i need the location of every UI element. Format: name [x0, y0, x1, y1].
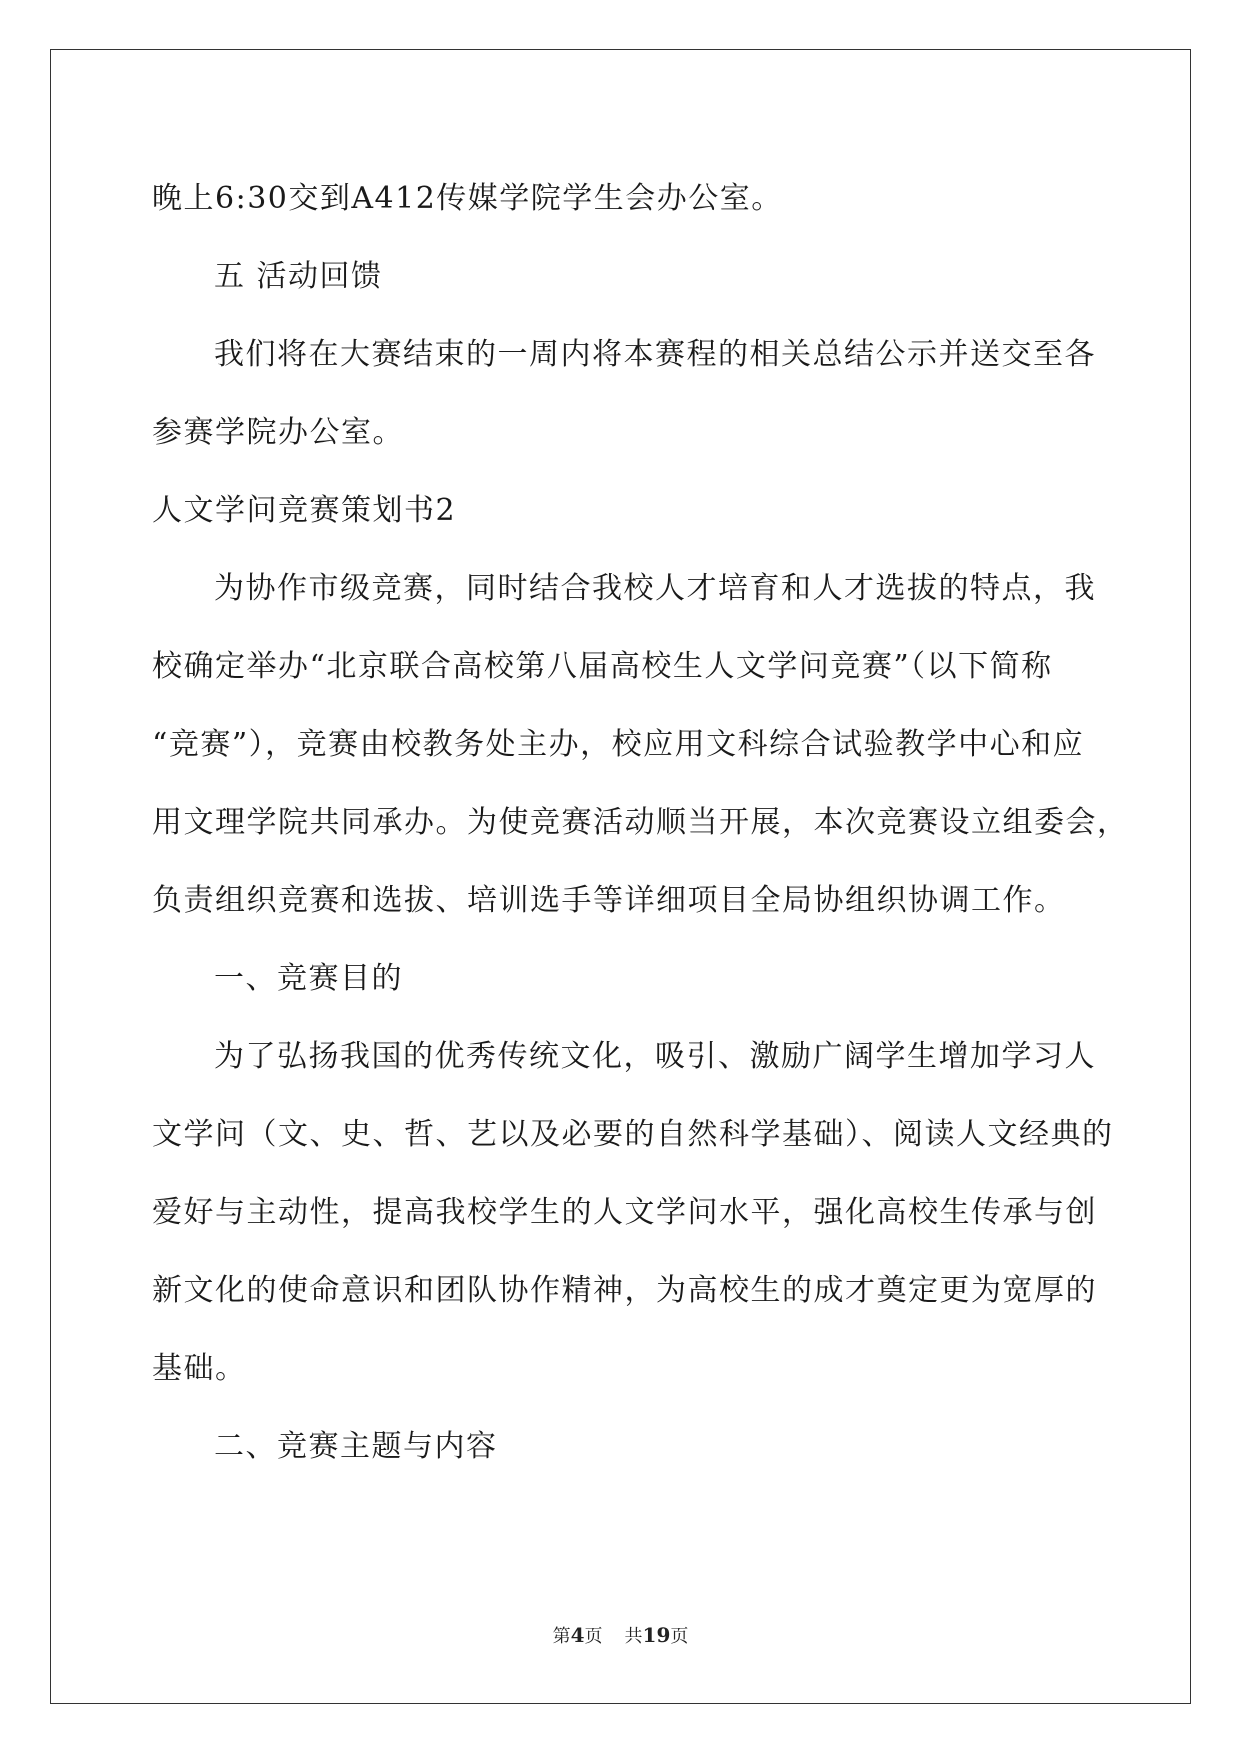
text-line-13: 文学问（文、史、哲、艺以及必要的自然科学基础）、阅读人文经典的: [152, 1117, 1114, 1152]
footer-total-pages: 19: [642, 1623, 671, 1647]
text-line-9: 用文理学院共同承办。为使竞赛活动顺当开展，本次竞赛设立组委会，: [152, 805, 1129, 840]
text-line-12: 为了弘扬我国的优秀传统文化，吸引、激励广阔学生增加学习人: [214, 1039, 1096, 1074]
text-line-6: 为协作市级竞赛，同时结合我校人才培育和人才选拔的特点，我: [214, 571, 1096, 606]
text-line-16: 基础。: [152, 1351, 247, 1386]
section-heading-theme: 二、竞赛主题与内容: [214, 1429, 498, 1464]
footer-page-suffix: 页: [584, 1626, 603, 1647]
text-line-10: 负责组织竞赛和选拔、培训选手等详细项目全局协组织协调工作。: [152, 883, 1066, 918]
document-title-2: 人文学问竞赛策划书2: [152, 493, 457, 528]
text-line-8: “竞赛”），竞赛由校教务处主办，校应用文科综合试验教学中心和应: [152, 727, 1085, 762]
text-line-7: 校确定举办“北京联合高校第八届高校生人文学问竞赛”（以下简称: [152, 649, 1053, 684]
text-line-4: 参赛学院办公室。: [152, 415, 404, 450]
footer-page-number: 4: [570, 1623, 585, 1647]
document-body: [152, 160, 1129, 1486]
text-line-3: 我们将在大赛结束的一周内将本赛程的相关总结公示并送交至各: [214, 337, 1096, 372]
text-line-1: 晚上6:30交到A412传媒学院学生会办公室。: [152, 181, 783, 216]
text-line-15: 新文化的使命意识和团队协作精神，为高校生的成才奠定更为宽厚的: [152, 1273, 1097, 1308]
page-footer: [0, 1623, 1241, 1649]
footer-total-suffix: 页: [670, 1626, 689, 1647]
text-line-14: 爱好与主动性，提高我校学生的人文学问水平，强化高校生传承与创: [152, 1195, 1097, 1230]
footer-page-prefix: 第: [552, 1626, 571, 1647]
section-heading-purpose: 一、竞赛目的: [214, 961, 403, 996]
section-heading-feedback: 五 活动回馈: [214, 259, 383, 294]
footer-total-prefix: 共: [624, 1626, 643, 1647]
